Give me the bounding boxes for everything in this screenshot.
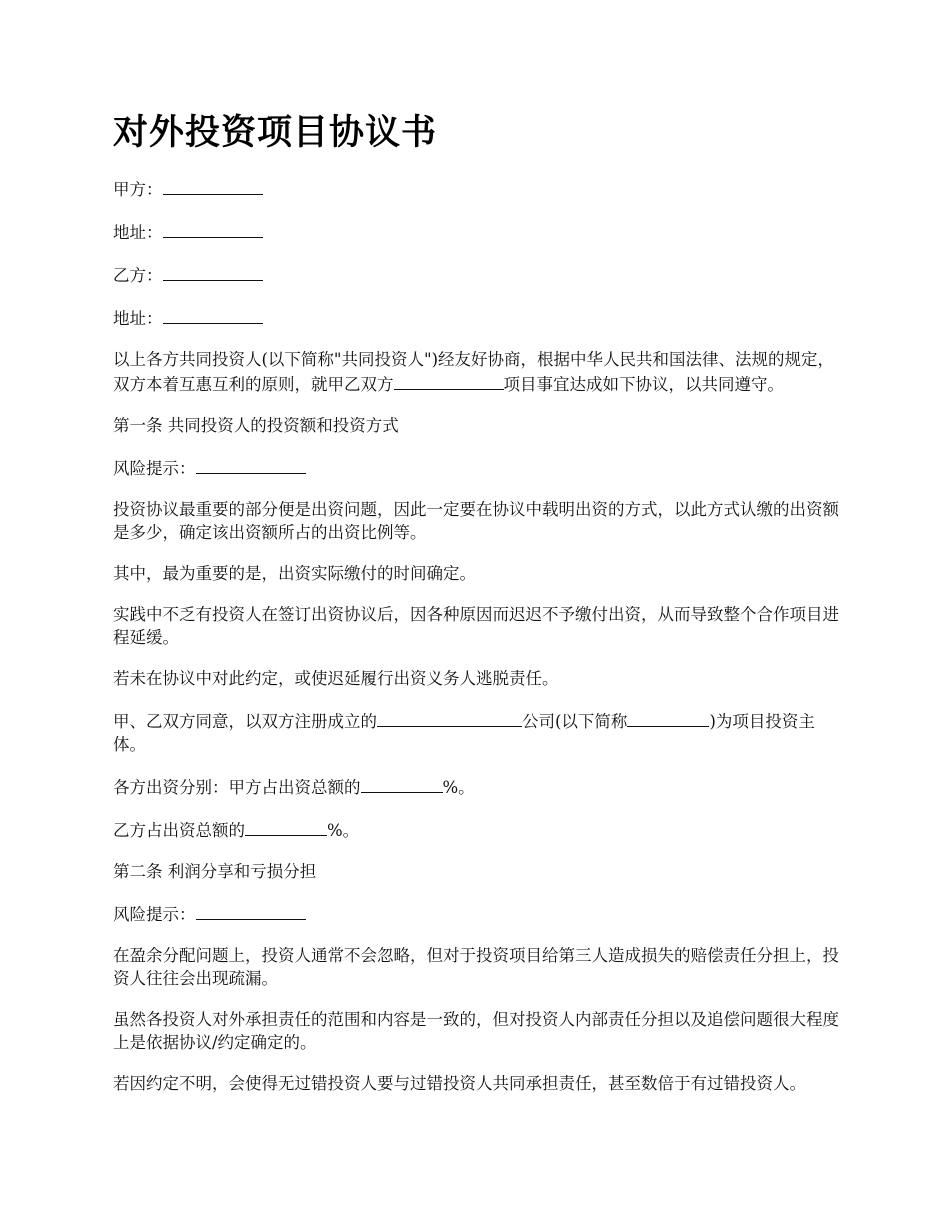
article-1-paragraph-5 — [113, 708, 843, 756]
address-2-blank — [163, 305, 263, 324]
party-a-label: 甲方： — [113, 180, 163, 199]
article-1-paragraph-7 — [113, 817, 843, 842]
party-a-blank — [163, 176, 263, 195]
party-a-percent: %。 — [442, 778, 475, 797]
article-1-paragraph-4: 若未在协议中对此约定，或使迟延履行出资义务人逃脱责任。 — [113, 669, 559, 688]
party-b-percent: %。 — [327, 821, 360, 840]
company-text-1: 甲、乙双方同意，以双方注册成立的 — [113, 712, 377, 731]
address-2-line — [113, 305, 843, 330]
document-page — [113, 112, 843, 1113]
company-text-2: 公司(以下简称 — [522, 712, 628, 731]
article-2-paragraph-1: 在盈余分配问题上，投资人通常不会忽略，但对于投资项目给第三人造成损失的赔偿责任分担上，投资人往往会出现疏漏。 — [113, 946, 839, 988]
party-b-label: 乙方： — [113, 266, 163, 285]
company-text-3: )为项目投资主体。 — [113, 712, 815, 754]
party-a-share-text: 各方出资分别：甲方占出资总额的 — [113, 778, 361, 797]
address-1-line — [113, 219, 843, 244]
intro-text-1: 以上各方共同投资人(以下简称"共同投资人")经友好协商，根据中华人民共和国法律、法规的规定，双方本着互惠互利的原则，就甲乙双方 — [113, 350, 835, 394]
article-2-paragraph-2: 虽然各投资人对外承担责任的范围和内容是一致的，但对投资人内部责任分担以及追偿问题很大程度上是依据协议/约定确定的。 — [113, 1010, 839, 1052]
article-2-risk-line — [113, 901, 843, 926]
party-b-blank — [163, 262, 263, 281]
article-1-paragraph-6 — [113, 774, 843, 799]
address-1-blank — [163, 219, 263, 238]
party-a-share-blank — [361, 774, 443, 793]
document-title: 对外投资项目协议书 — [113, 113, 438, 153]
address-1-label: 地址： — [113, 223, 163, 242]
address-2-label: 地址： — [113, 309, 163, 328]
article-1-paragraph-2: 其中，最为重要的是，出资实际缴付的时间确定。 — [113, 564, 476, 583]
article-1-paragraph-1: 投资协议最重要的部分便是出资问题，因此一定要在协议中载明出资的方式，以此方式认缴的出资额是多少，确定该出资额所占的出资比例等。 — [113, 500, 839, 542]
article-1-heading: 第一条 共同投资人的投资额和投资方式 — [113, 416, 399, 435]
company-name-blank — [377, 708, 522, 727]
article-1-risk-line — [113, 455, 843, 480]
article-2-heading: 第二条 利润分享和亏损分担 — [113, 862, 317, 881]
party-a-line — [113, 176, 843, 201]
article-2-paragraph-3: 若因约定不明，会使得无过错投资人要与过错投资人共同承担责任，甚至数倍于有过错投资人。 — [113, 1074, 806, 1093]
article-2-risk-label: 风险提示： — [113, 905, 196, 924]
party-b-share-blank — [245, 817, 327, 836]
article-1-risk-blank — [196, 455, 306, 474]
party-b-share-text: 乙方占出资总额的 — [113, 821, 245, 840]
party-b-line — [113, 262, 843, 287]
project-blank — [394, 371, 504, 390]
article-1-risk-label: 风险提示： — [113, 459, 196, 478]
company-short-name-blank — [627, 708, 709, 727]
article-1-paragraph-3: 实践中不乏有投资人在签订出资协议后，因各种原因而迟迟不予缴付出资，从而导致整个合作项目进程延缓。 — [113, 605, 839, 647]
intro-paragraph — [113, 348, 843, 396]
article-2-risk-blank — [196, 901, 306, 920]
intro-text-2: 项目事宜达成如下协议，以共同遵守。 — [503, 375, 784, 394]
